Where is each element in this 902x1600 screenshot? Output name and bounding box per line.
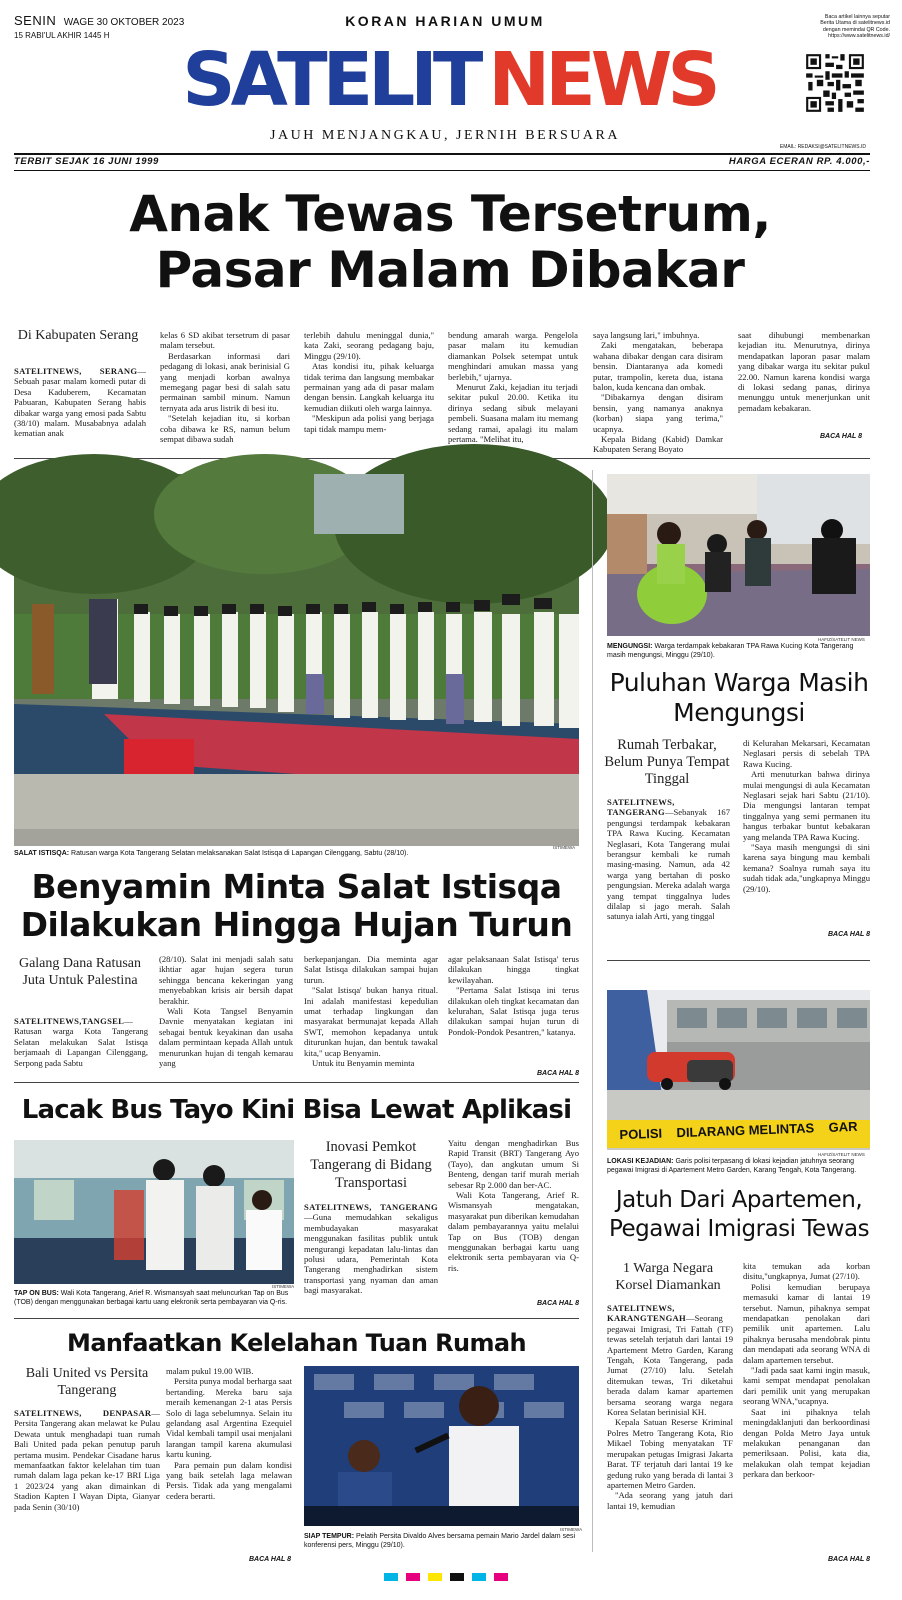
lead-col-3: terlebih dahulu meninggal dunia," kata Zaki, seorang pedagang baju, Minggu (29/10). Atas kondisi itu, pihak keluarga tidak terima dan langsung membakar permainan yang ada di pasar malam dengan bensin. Langkah keluarga itu kemudian diikuti oleh warga lainnya. "Meskipun ada polisi yang berjaga tapi tidak mampu mem-	[304, 330, 434, 434]
apartemen-kicker: 1 Warga Negara Korsel Diamankan	[615, 1261, 721, 1293]
bali-kicker: Bali United vs Persita Tangerang	[25, 1366, 149, 1398]
bus-caption: TAP ON BUS: Wali Kota Tangerang, Arief R. Wismansyah saat meluncurkan Tap on Bus (TOB) dengan menggunakan berbagai kartu uang elekronik serta pembayaran via Q-ris.	[14, 1290, 289, 1306]
masthead-day: SENIN	[14, 13, 57, 28]
apartemen-dateline: SATELITNEWS, KARANGTENGAH	[607, 1303, 687, 1324]
bus-col-2: Yaitu dengan menghadirkan Bus Rapid Transit (BRT) Tangerang Ayo (Tayo), dan angkutan umum Si Benteng, dengan tarif murah meriah sebesar Rp 2.000 dan ber-AC. Wali Kota Tangerang, Arief R. Wismansyah mengatakan, masyarakat pun diberikan kemudahan dalam pembayarannya yaitu melalui Tap on Bus (TOB) dengan menggunakan berbagai kartu uang elektronik serta pembayaran via Q-ris.	[448, 1138, 579, 1273]
lead-col-6: saat dihubungi membenarkan kejadian itu. Menurutnya, dirinya mendapatkan laporan pasar malam yang dibakar warga itu sekitar pukul 22.00. Namun karena kondisi warga di lokasi sedang panas, dirinya menunggu untuk menerjunkan unit pemadam kebakaran.	[738, 330, 870, 413]
apartemen-col-2: kita temukan ada korban disitu,"ungkapnya, Jumat (27/10). Polisi kemudian berupaya memasuki kamar di lantai 19 tersebut. Namun, pihaknya sempat mendapatkan penolakan dari pemilik unit apartemen. Lalu pihaknya berusaha mendobrak pintu dan mendapati ada seorang WNA di dalam apartemen tersebut. "Jadi pada saat kami ingin masuk, kami sempat mendapat penolakan dari pemilik unit yang merupakan seorang WNA,"ucapnya. Saat ini pihaknya telah meningdaklanjuti dan berkoordinasi dengan Polda Metro Jaya untuk melakukan penanganan dan pemeriksaan. Polisi, kata dia, melakukan olah tempat kejadian perkara dan berkoor-	[743, 1261, 870, 1480]
bus-credit: ISTIMEWA	[272, 1284, 295, 1289]
bus-dateline: SATELITNEWS, TANGERANG	[304, 1202, 438, 1212]
mengungsi-credit: HAFIZ/SATELIT NEWS	[818, 637, 865, 642]
lead-headline: Anak Tewas Tersetrum, Pasar Malam Dibakar	[129, 185, 771, 299]
istisqa-col-2: (28/10). Salat ini menjadi salah satu ikhtiar agar hujan segera turun sehingga bencana kekeringan yang menyebabkan krisis air bersih dapat berakhir. Wali Kota Tangsel Benyamin Davnie menyatakan kegiatan ini sebagai bentuk keyakinan dan usaha dalam permintaan kepada Allah untuk menurunkan hujan di tengah kemarau yang	[159, 954, 293, 1069]
bali-credit: ISTIMEWA	[560, 1527, 583, 1532]
masthead-rule-bottom	[14, 170, 870, 171]
istisqa-credit: ISTIMEWA	[553, 845, 576, 850]
bali-photo	[304, 1366, 579, 1526]
lead-col-4: bendung amarah warga. Pengelola pasar malam itu kemudian diamankan Polsek setempat untuk menghindari amukan massa yang berlebih," ujarnya. Menurut Zaki, kejadian itu terjadi sekitar pukul 20.00. Ketika itu dirinya sedang sibuk melayani pembeli. Suasana malam itu memang sedang ramai, apalagi itu malam pertama. "Melihat itu,	[448, 330, 578, 445]
bus-divider	[14, 1318, 579, 1319]
lead-col-2: kelas 6 SD akibat tersetrum di pasar malam tersebut. Berdasarkan informasi dari pedagang di lokasi, anak berinisial G yang menjadi korban awalnya memegang pagar besi di salah satu permainan sambil minum. Namun ternyata ada arus listrik di besi itu. "Setelah kejadian itu, si korban coba dibawa ke RS, namun belum sempat dibawa sudah	[160, 330, 290, 445]
bali-col-1: SATELITNEWS, DENPASAR—Persita Tangerang akan melawat ke Pulau Dewata untuk menghadapi tuan rumah Bali United pada pekan penutup paruh pertama musim. Pendekar Cisadane harus memanfaatkan faktor kelelahan tim tuan rumah dalam laga pekan ke-17 BRI Liga 1 2023/24 yang akan dimainkan di Stadion Kapten I Wayan Dipta, Gianyar pada Senin (30/10)	[14, 1408, 160, 1512]
mengungsi-divider	[607, 960, 870, 961]
lead-continued: BACA HAL 8	[820, 433, 863, 440]
qr-note: Baca artikel lainnya seputar Berita Utama di satelitnews.id dengan memindai QR Code. https://www.satelitnews.id/	[820, 14, 890, 40]
mengungsi-col-2: di Kelurahan Mekarsari, Kecamatan Neglasari persis di sebelah TPA Rawa Kucing. Arti menuturkan bahwa dirinya mulai mengungsi di aula Kecamatan Neglasari sejak hari Sabtu (21/10). Dia mengungsi lantaran tempat tinggalnya yang semi permanen itu hangus terbakar buntut kebakaran yang melanda TPA Rawa Kucing. "Saya masih mengungsi di sini karena saya bingung mau kembali kemana? Soalnya rumah saya itu sudah tidak ada,"ungkapnya Minggu (29/10).	[743, 738, 870, 894]
lead-col-1: SATELITNEWS, SERANG—Sebuah pasar malam komedi putar di Desa Kaduberem, Kecamatan Pabuaran, Kabupaten Serang habis dibakar warga yang emosi pada Sabtu (38/10) malam. Musababnya adalah kematian anak	[14, 366, 146, 439]
lead-dateline: SATELITNEWS, SERANG	[14, 366, 138, 376]
bali-headline: Manfaatkan Kelelahan Tuan Rumah	[67, 1329, 526, 1357]
mengungsi-dateline: SATELITNEWS, TANGERANG	[607, 797, 675, 818]
apartemen-col-1: SATELITNEWS, KARANGTENGAH—Seorang pegawai Imigrasi, Tri Fattah (TF) tewas setelah terjatuh dari lantai 19 Apartement Metro Garden, Karang Tengah, Kota Tangerang, pada Jumat (27/10) lalu. Setelah ditemukan tewas, Tri diketahui berada dalam kamar apartemen bersama seorang warga negara Korea Selatan berinisial KH. Kepala Satuan Reserse Kriminal Polres Metro Tangerang Kota, Rio Mikael Tobing menyatakan TF merupakan petugas Imigrasi Jakarta Barat. TF terjatuh dari lantai 19 ke gedung ruko yang berada di lantai 3 apartemen Metro Garden. "Ada seorang yang jatuh dari lantai 19, kemudian	[607, 1303, 733, 1511]
bus-photo	[14, 1140, 294, 1284]
registration-swatch	[384, 1573, 398, 1581]
mengungsi-headline: Puluhan Warga Masih Mengungsi	[609, 668, 869, 727]
masthead-hijri: 15 RABI'UL AKHIR 1445 H	[14, 31, 110, 40]
apartemen-caption: LOKASI KEJADIAN: Garis polisi terpasang di lokasi kejadian jatuhnya seorang pegawai Imigrasi di Apartement Metro Garden, Karang Tengah, Kota Tangerang.	[607, 1158, 857, 1174]
apartemen-credit: HAFIZ/SATELIT NEWS	[818, 1152, 865, 1157]
istisqa-caption: SALAT ISTISQA: Ratusan warga Kota Tangerang Selatan melaksanakan Salat Istisqa di Lapangan Cilenggang, Sabtu (28/10).	[14, 850, 409, 857]
masthead-date: WAGE 30 OKTOBER 2023	[63, 17, 185, 28]
police-tape-text: POLISI DILARANG MELINTAS GAR	[619, 1118, 858, 1143]
registration-swatch	[428, 1573, 442, 1581]
logo-satelit: SATELIT	[182, 37, 479, 123]
istisqa-headline: Benyamin Minta Salat Istisqa Dilakukan Hingga Hujan Turun	[20, 867, 573, 944]
bali-caption: SIAP TEMPUR: Pelatih Persita Divaldo Alves bersama pemain Mario Jardel dalam sesi konferensi pers, Minggu (29/10).	[304, 1533, 576, 1549]
masthead-since: TERBIT SEJAK 16 JUNI 1999	[14, 156, 159, 167]
bali-col-2: malam pukul 19.00 WIB. Persita punya modal berharga saat bertanding. Mereka baru saja meraih kemenangan 2-1 atas Persis Solo di laga sebelumnya. Selain itu gelandang asal Argentina Ezequiel Vidal kembali tampil usai menjalani larangan tampil karena akumulasi kartu kuning. Para pemain pun dalam kondisi yang baik setelah laga melawan Persis. Tidak ada yang mengalami cedera berarti.	[166, 1366, 292, 1501]
istisqa-col-3: berkepanjangan. Dia meminta agar Salat Istisqa dilakukan sampai hujan turun. "Salat Istisqa' bukan hanya ritual. Ini adalah manifestasi kepedulian umat terhadap lingkungan dan masyarakat bermunajat kepada Allah SWT, memohon kepadanya untuk diturunkan hujan, dan bentuk tawakal kita," ucap Benyamin. Untuk itu Benyamin meminta	[304, 954, 438, 1069]
mengungsi-photo	[607, 474, 870, 636]
mengungsi-continued: BACA HAL 8	[828, 931, 871, 938]
mengungsi-caption: MENGUNGSI: Warga terdampak kebakaran TPA Rawa Kucing Kota Tangerang masih mengungsi, Minggu (29/10).	[607, 643, 854, 659]
registration-swatch	[406, 1573, 420, 1581]
registration-swatch	[450, 1573, 464, 1581]
bus-kicker: Inovasi Pemkot Tangerang di Bidang Transportasi	[310, 1139, 432, 1191]
registration-swatch	[472, 1573, 486, 1581]
istisqa-photo	[14, 474, 579, 846]
mengungsi-kicker: Rumah Terbakar, Belum Punya Tempat Tinggal	[604, 737, 730, 787]
masthead-slogan: JAUH MENJANGKAU, JERNIH BERSUARA	[270, 128, 620, 143]
qr-code-icon[interactable]	[804, 52, 866, 114]
masthead-email: EMAIL: REDAKSI@SATELITNEWS.ID	[779, 144, 866, 150]
color-registration-bar	[384, 1573, 508, 1581]
istisqa-kicker: Galang Dana Ratusan Juta Untuk Palestina	[18, 956, 142, 988]
bali-continued: BACA HAL 8	[249, 1556, 292, 1563]
mengungsi-col-1: SATELITNEWS, TANGERANG—Sebanyak 167 pengungsi terdampak kebakaran TPA Rawa Kucing. Kecamatan Neglasari, Kota Tangerang mulai berangsur kembali ke rumah masing-masing. Namun, ada 42 warga yang bertahan di posko pengungsian. Mereka adalah warga yang tempat tinggalnya ludes dilalap si jago merah. Salah satunya ialah Arti, yang tinggal	[607, 797, 730, 922]
lead-kicker: Di Kabupaten Serang	[17, 328, 139, 343]
masthead-rule-top	[14, 153, 870, 155]
column-divider	[592, 470, 593, 1552]
istisqa-col-4: agar pelaksanaan Salat Istisqa' terus dilakukan hingga tingkat kewilayahan. "Pertama Salat Istisqa ini terus dilakukan oleh tingkat kecamatan dan kelurahan, Salat Istisqa juga terus dilakukan sampai hujan turun di Pondok-Pondok Pesantren," katanya.	[448, 954, 579, 1037]
logo-news: NEWS	[488, 37, 716, 123]
bus-col-1: SATELITNEWS, TANGERANG—Guna memudahkan sekaligus membudayakan masyarakat menggunakan fasilitas publik untuk mengurangi kepadatan lalu-lintas dan polusi udara, Pemerintah Kota Tangerang menghadirkan sistem transportasi yang nyaman dan aman bagi masyarakat.	[304, 1202, 438, 1296]
apartemen-continued: BACA HAL 8	[828, 1556, 871, 1563]
istisqa-divider	[14, 1082, 579, 1083]
apartemen-headline: Jatuh Dari Apartemen, Pegawai Imigrasi Tewas	[608, 1187, 870, 1242]
lead-col-5: saya langsung lari," imbuhnya. Zaki mengatakan, beberapa wahana dibakar dengan cara disiram bensin. Diantaranya ada komedi putar, trampolin, kereta dua, istana balon, kuda kencana dan ombak. "Dibakarnya dengan disiram bensin, yang namanya anaknya (korban) siapa yang terima," ucapnya. Kepala Bidang (Kabid) Damkar Kabupaten Serang Boyato	[593, 330, 723, 455]
bali-dateline: SATELITNEWS, DENPASAR	[14, 1408, 152, 1418]
istisqa-col-1: SATELITNEWS,TANGSEL—Ratusan warga Kota Tangerang Selatan melakukan Salat Istisqa berjamaah di Lapangan Cilenggang, Serpong pada Sabtu	[14, 1016, 148, 1068]
bus-headline: Lacak Bus Tayo Kini Bisa Lewat Aplikasi	[21, 1095, 572, 1125]
registration-swatch	[494, 1573, 508, 1581]
istisqa-dateline: SATELITNEWS,TANGSEL	[14, 1016, 125, 1026]
istisqa-continued: BACA HAL 8	[537, 1070, 580, 1077]
masthead-logo[interactable]	[114, 30, 784, 130]
masthead-tagline: KORAN HARIAN UMUM	[345, 13, 545, 29]
masthead-price: HARGA ECERAN RP. 4.000,-	[728, 156, 870, 167]
bus-continued: BACA HAL 8	[537, 1300, 580, 1307]
